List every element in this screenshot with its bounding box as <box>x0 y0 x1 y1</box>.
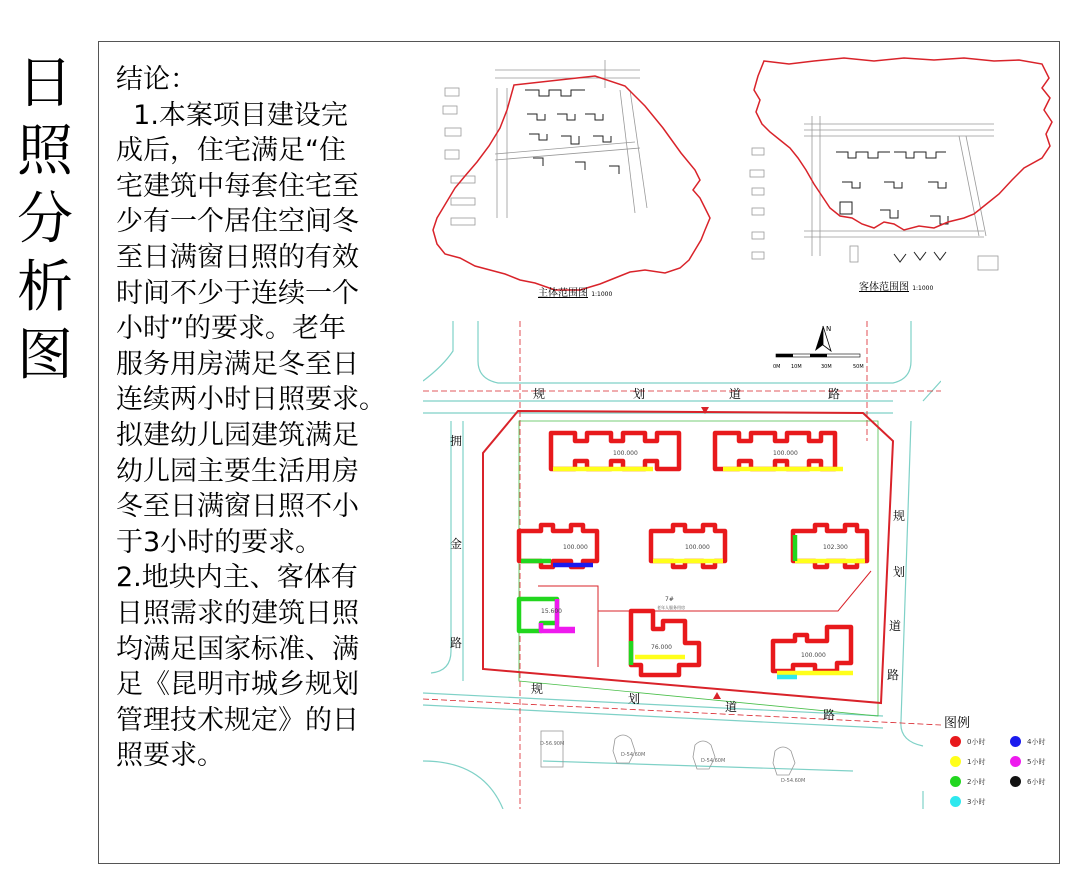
main-scope-scale: 1:1000 <box>591 291 613 298</box>
conclusion-line: 于3小时的要求。 <box>116 526 323 558</box>
building-height-label: 15.600 <box>541 608 562 615</box>
title-char: 分 <box>17 187 73 252</box>
conclusion-line: 足《昆明市城乡规划 <box>116 669 359 701</box>
legend-swatch <box>950 796 961 807</box>
road-left-label: 拥 <box>450 434 463 448</box>
road-left-label: 路 <box>450 636 463 650</box>
south-building <box>693 741 715 769</box>
conclusion-line: 2.地块内主、客体有 <box>116 562 358 594</box>
building-6 <box>519 599 575 631</box>
building-height-label: 100.000 <box>613 450 638 457</box>
road-right-label: 道 <box>889 619 902 633</box>
legend-label: 1小时 <box>967 757 986 766</box>
conclusion-line: 均满足国家标准、满 <box>116 633 359 665</box>
guest-scope-boundary <box>754 58 1052 230</box>
north-label: N <box>826 325 832 333</box>
conclusion-line: 结论： <box>116 64 197 95</box>
site-boundary <box>483 411 893 703</box>
road-bottom-label: 路 <box>823 708 836 722</box>
road-right-label: 路 <box>887 668 900 682</box>
guest-scope-map <box>744 56 1059 300</box>
legend-swatch <box>950 776 961 787</box>
conclusion-line: 少有一个居住空间冬 <box>116 206 359 238</box>
building-7 <box>631 611 699 675</box>
legend-swatch <box>1010 776 1021 787</box>
legend-label: 2小时 <box>967 777 986 786</box>
legend-swatch <box>950 736 961 747</box>
conclusion-line: 连续两小时日照要求。 <box>116 384 386 416</box>
legend-label: 0小时 <box>967 737 986 746</box>
south-building-label: D-56.90M <box>540 741 565 747</box>
guest-scope-drawing <box>744 56 1059 300</box>
legend-label: 3小时 <box>967 797 986 806</box>
guest-scope-scale: 1:1000 <box>912 285 934 292</box>
site-plan-drawing <box>423 321 941 809</box>
legend-swatch <box>1010 736 1021 747</box>
legend-item <box>1010 756 1045 767</box>
legend-item <box>950 796 985 807</box>
road-bottom-label: 道 <box>725 700 738 714</box>
title-char: 照 <box>17 119 73 184</box>
legend-swatch <box>1010 756 1021 767</box>
conclusion-line: 幼儿园主要生活用房 <box>116 455 359 487</box>
south-building-label: D-54.60M <box>781 778 806 784</box>
conclusion-text <box>116 62 416 774</box>
legend-title: 图例 <box>944 716 971 731</box>
main-scope-drawing <box>425 58 725 303</box>
main-scope-caption: 主体范围图 <box>538 288 588 299</box>
legend <box>944 712 1054 812</box>
south-building-label: D-54.60M <box>701 758 726 764</box>
legend-swatch <box>950 756 961 767</box>
conclusion-line: 管理技术规定》的日 <box>116 704 359 736</box>
building-height-label: 100.000 <box>801 652 826 659</box>
conclusion-line: 照要求。 <box>116 740 224 772</box>
conclusion-line: 宅建筑中每套住宅至 <box>116 170 359 202</box>
road-right-label: 划 <box>893 565 906 579</box>
legend-item <box>1010 776 1045 787</box>
building-height-label: 102.300 <box>823 544 848 551</box>
legend-item <box>1010 736 1045 747</box>
legend-label: 4小时 <box>1027 737 1046 746</box>
road-left-label: 金 <box>450 537 463 551</box>
legend-item <box>950 756 985 767</box>
conclusion-line: 时间不少于连续一个 <box>116 277 359 309</box>
conclusion-line: 1.本案项目建设完 <box>116 99 348 131</box>
legend-label: 5小时 <box>1027 757 1046 766</box>
south-building <box>613 735 635 763</box>
road-top-label: 划 <box>633 387 646 401</box>
south-building <box>773 747 795 775</box>
scale-label: 0M <box>773 364 781 370</box>
legend-item <box>950 776 985 787</box>
conclusion-line: 日照需求的建筑日照 <box>116 597 359 629</box>
scale-label: 30M <box>821 364 832 370</box>
road-bottom-label: 规 <box>531 682 544 696</box>
building-height-label: 100.000 <box>685 544 710 551</box>
scale-bar <box>776 354 860 357</box>
conclusion-line: 冬至日满窗日照不小 <box>116 491 359 523</box>
building-height-label: 100.000 <box>563 544 588 551</box>
road-top-label: 路 <box>828 387 841 401</box>
conclusion-line: 小时”的要求。老年 <box>116 313 346 345</box>
conclusion-line: 拟建幼儿园建筑满足 <box>116 419 359 451</box>
building-height-label: 76.000 <box>651 644 672 651</box>
south-building-label: D-54.60M <box>621 752 646 758</box>
road-right-label: 规 <box>893 509 906 523</box>
site-plan-map <box>423 321 941 809</box>
title-char: 析 <box>17 255 73 320</box>
building-height-label: 100.000 <box>773 450 798 457</box>
road-bottom-label: 划 <box>628 692 641 706</box>
guest-scope-caption: 客体范围图 <box>859 282 909 293</box>
scale-label: 50M <box>853 364 864 370</box>
title-char: 图 <box>17 323 73 388</box>
conclusion-line: 至日满窗日照的有效 <box>116 241 359 273</box>
conclusion-line: 成后，住宅满足“住 <box>116 135 346 167</box>
title-char: 日 <box>17 51 73 116</box>
legend-item <box>950 736 985 747</box>
conclusion-line: 服务用房满足冬至日 <box>116 348 359 380</box>
center-building-label: 老年人服务用房 <box>657 605 685 610</box>
scale-label: 10M <box>791 364 802 370</box>
legend-label: 6小时 <box>1027 777 1046 786</box>
road-top-label: 道 <box>729 387 742 401</box>
road-top-label: 规 <box>533 387 546 401</box>
center-building-label: 7# <box>665 596 674 603</box>
page-title <box>14 50 76 390</box>
main-scope-map <box>425 58 725 303</box>
